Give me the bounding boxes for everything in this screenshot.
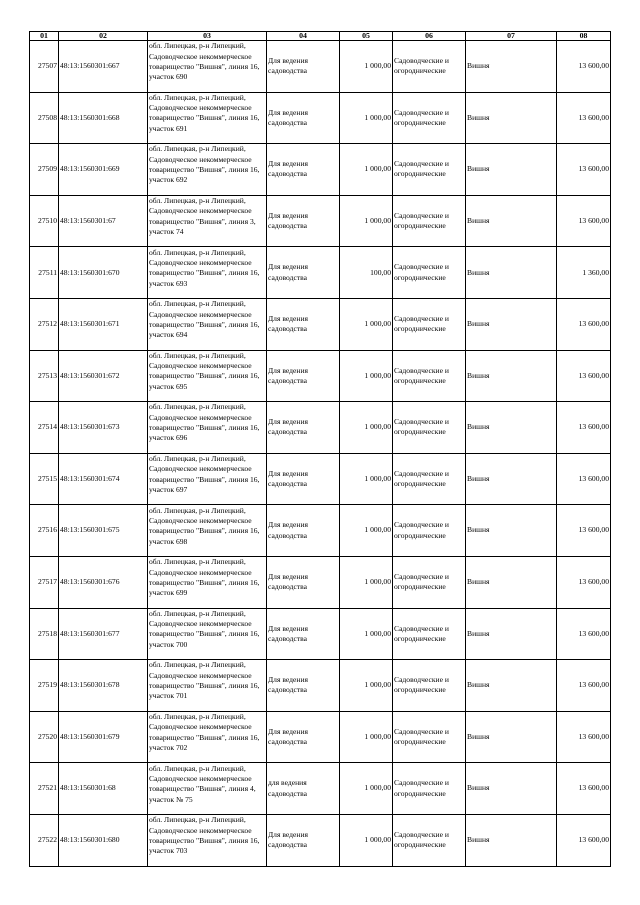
area-cell: 1 000,00 xyxy=(340,556,393,608)
cadastral-number-cell: 48:13:1560301:676 xyxy=(59,556,148,608)
area-cell: 100,00 xyxy=(340,247,393,299)
area-cell: 1 000,00 xyxy=(340,608,393,660)
column-header-03: 03 xyxy=(148,32,267,41)
table-row xyxy=(30,350,611,402)
area-cell: 1 000,00 xyxy=(340,660,393,712)
cadastral-number-cell: 48:13:1560301:670 xyxy=(59,247,148,299)
cadastral-number-cell: 48:13:1560301:668 xyxy=(59,92,148,144)
land-category-cell: Садоводческие и огороднические xyxy=(393,660,466,712)
address-cell xyxy=(148,144,267,196)
permitted-use-cell: Для ведения садоводства xyxy=(267,711,340,763)
area-cell: 1 000,00 xyxy=(340,298,393,350)
cadastral-number-cell: 48:13:1560301:667 xyxy=(59,41,148,93)
address-cell xyxy=(148,298,267,350)
area-cell: 1 000,00 xyxy=(340,505,393,557)
address-text: обл. Липецкая, р-н Липецкий, Садоводческое некоммерческое товарищество "Вишня", линия 16, участок 690 xyxy=(149,41,260,82)
row-id-cell: 27521 xyxy=(30,763,59,815)
address-cell xyxy=(148,763,267,815)
partnership-name-cell: Вишня xyxy=(466,711,557,763)
partnership-name-cell: Вишня xyxy=(466,453,557,505)
cadastral-value-cell: 13 600,00 xyxy=(557,402,611,454)
cadastral-value-cell: 13 600,00 xyxy=(557,195,611,247)
area-cell: 1 000,00 xyxy=(340,41,393,93)
area-cell: 1 000,00 xyxy=(340,763,393,815)
address-cell xyxy=(148,814,267,866)
land-category-cell: Садоводческие и огороднические xyxy=(393,92,466,144)
cadastral-number-cell: 48:13:1560301:680 xyxy=(59,814,148,866)
address-cell xyxy=(148,247,267,299)
land-category-cell: Садоводческие и огороднические xyxy=(393,814,466,866)
area-cell: 1 000,00 xyxy=(340,402,393,454)
permitted-use-cell: Для ведения садоводства xyxy=(267,92,340,144)
address-text: обл. Липецкая, р-н Липецкий, Садоводческое некоммерческое товарищество "Вишня", линия 16, участок 691 xyxy=(149,92,260,133)
column-header-01: 01 xyxy=(30,32,59,41)
cadastral-number-cell: 48:13:1560301:672 xyxy=(59,350,148,402)
land-registry-table xyxy=(29,31,611,867)
cadastral-value-cell: 13 600,00 xyxy=(557,453,611,505)
column-header-02: 02 xyxy=(59,32,148,41)
area-cell: 1 000,00 xyxy=(340,814,393,866)
table-row xyxy=(30,92,611,144)
land-category-cell: Садоводческие и огороднические xyxy=(393,453,466,505)
partnership-name-cell: Вишня xyxy=(466,763,557,815)
address-text: обл. Липецкая, р-н Липецкий, Садоводческое некоммерческое товарищество "Вишня", линия 16, участок 702 xyxy=(149,712,260,752)
cadastral-value-cell: 13 600,00 xyxy=(557,556,611,608)
land-category-cell: Садоводческие и огороднические xyxy=(393,195,466,247)
cadastral-value-cell: 13 600,00 xyxy=(557,350,611,402)
permitted-use-cell: Для ведения садоводства xyxy=(267,144,340,196)
address-cell xyxy=(148,711,267,763)
cadastral-value-cell: 13 600,00 xyxy=(557,298,611,350)
cadastral-number-cell: 48:13:1560301:677 xyxy=(59,608,148,660)
permitted-use-cell: Для ведения садоводства xyxy=(267,814,340,866)
partnership-name-cell: Вишня xyxy=(466,298,557,350)
address-text: обл. Липецкая, р-н Липецкий, Садоводческое некоммерческое товарищество "Вишня", линия 16, участок 697 xyxy=(149,454,260,494)
permitted-use-cell: Для ведения садоводства xyxy=(267,41,340,93)
address-cell xyxy=(148,608,267,660)
cadastral-value-cell: 13 600,00 xyxy=(557,763,611,815)
area-cell: 1 000,00 xyxy=(340,711,393,763)
partnership-name-cell: Вишня xyxy=(466,660,557,712)
row-id-cell: 27513 xyxy=(30,350,59,402)
address-text: обл. Липецкая, р-н Липецкий, Садоводческое некоммерческое товарищество "Вишня", линия 4, участок № 75 xyxy=(149,763,256,804)
cadastral-value-cell: 13 600,00 xyxy=(557,711,611,763)
partnership-name-cell: Вишня xyxy=(466,402,557,454)
address-cell xyxy=(148,41,267,93)
partnership-name-cell: Вишня xyxy=(466,505,557,557)
table-row xyxy=(30,298,611,350)
permitted-use-cell: для ведения садоводства xyxy=(267,763,340,815)
land-category-cell: Садоводческие и огороднические xyxy=(393,144,466,196)
table-row xyxy=(30,505,611,557)
cadastral-number-cell: 48:13:1560301:679 xyxy=(59,711,148,763)
cadastral-value-cell: 1 360,00 xyxy=(557,247,611,299)
row-id-cell: 27522 xyxy=(30,814,59,866)
cadastral-number-cell: 48:13:1560301:678 xyxy=(59,660,148,712)
land-category-cell: Садоводческие и огороднические xyxy=(393,247,466,299)
cadastral-value-cell: 13 600,00 xyxy=(557,144,611,196)
partnership-name-cell: Вишня xyxy=(466,350,557,402)
cadastral-value-cell: 13 600,00 xyxy=(557,41,611,93)
permitted-use-cell: Для ведения садоводства xyxy=(267,505,340,557)
land-category-cell: Садоводческие и огороднические xyxy=(393,298,466,350)
permitted-use-cell: Для ведения садоводства xyxy=(267,195,340,247)
cadastral-number-cell: 48:13:1560301:671 xyxy=(59,298,148,350)
cadastral-number-cell: 48:13:1560301:673 xyxy=(59,402,148,454)
row-id-cell: 27510 xyxy=(30,195,59,247)
area-cell: 1 000,00 xyxy=(340,92,393,144)
address-cell xyxy=(148,660,267,712)
address-text: обл. Липецкая, р-н Липецкий, Садоводческое некоммерческое товарищество "Вишня", линия 16, участок 694 xyxy=(149,299,260,340)
address-cell xyxy=(148,556,267,608)
address-text: обл. Липецкая, р-н Липецкий, Садоводческое некоммерческое товарищество "Вишня", линия 16, участок 698 xyxy=(149,505,260,546)
land-category-cell: Садоводческие и огороднические xyxy=(393,350,466,402)
row-id-cell: 27508 xyxy=(30,92,59,144)
permitted-use-cell: Для ведения садоводства xyxy=(267,350,340,402)
row-id-cell: 27516 xyxy=(30,505,59,557)
land-category-cell: Садоводческие и огороднические xyxy=(393,608,466,660)
cadastral-value-cell: 13 600,00 xyxy=(557,608,611,660)
row-id-cell: 27507 xyxy=(30,41,59,93)
address-cell xyxy=(148,195,267,247)
column-header-04: 04 xyxy=(267,32,340,41)
permitted-use-cell: Для ведения садоводства xyxy=(267,660,340,712)
row-id-cell: 27509 xyxy=(30,144,59,196)
column-header-08: 08 xyxy=(557,32,611,41)
table-row xyxy=(30,402,611,454)
cadastral-value-cell: 13 600,00 xyxy=(557,92,611,144)
address-text: обл. Липецкая, р-н Липецкий, Садоводческое некоммерческое товарищество "Вишня", линия 16, участок 693 xyxy=(149,247,260,288)
address-text: обл. Липецкая, р-н Липецкий, Садоводческое некоммерческое товарищество "Вишня", линия 16, участок 692 xyxy=(149,144,260,185)
land-category-cell: Садоводческие и огороднические xyxy=(393,41,466,93)
row-id-cell: 27511 xyxy=(30,247,59,299)
table-row xyxy=(30,556,611,608)
area-cell: 1 000,00 xyxy=(340,350,393,402)
cadastral-number-cell: 48:13:1560301:669 xyxy=(59,144,148,196)
land-category-cell: Садоводческие и огороднические xyxy=(393,763,466,815)
partnership-name-cell: Вишня xyxy=(466,195,557,247)
address-text: обл. Липецкая, р-н Липецкий, Садоводческое некоммерческое товарищество "Вишня", линия 16, участок 700 xyxy=(149,608,260,649)
cadastral-value-cell: 13 600,00 xyxy=(557,660,611,712)
land-category-cell: Садоводческие и огороднические xyxy=(393,711,466,763)
partnership-name-cell: Вишня xyxy=(466,608,557,660)
cadastral-number-cell: 48:13:1560301:68 xyxy=(59,763,148,815)
column-header-07: 07 xyxy=(466,32,557,41)
table-row xyxy=(30,41,611,93)
table-row xyxy=(30,608,611,660)
partnership-name-cell: Вишня xyxy=(466,247,557,299)
partnership-name-cell: Вишня xyxy=(466,144,557,196)
column-header-05: 05 xyxy=(340,32,393,41)
cadastral-number-cell: 48:13:1560301:675 xyxy=(59,505,148,557)
row-id-cell: 27519 xyxy=(30,660,59,712)
address-cell xyxy=(148,453,267,505)
permitted-use-cell: Для ведения садоводства xyxy=(267,298,340,350)
permitted-use-cell: Для ведения садоводства xyxy=(267,247,340,299)
address-text: обл. Липецкая, р-н Липецкий, Садоводческое некоммерческое товарищество "Вишня", линия 3, участок 74 xyxy=(149,196,256,236)
cadastral-value-cell: 13 600,00 xyxy=(557,505,611,557)
row-id-cell: 27514 xyxy=(30,402,59,454)
address-cell xyxy=(148,505,267,557)
address-cell xyxy=(148,402,267,454)
partnership-name-cell: Вишня xyxy=(466,556,557,608)
cadastral-number-cell: 48:13:1560301:67 xyxy=(59,195,148,247)
permitted-use-cell: Для ведения садоводства xyxy=(267,402,340,454)
cadastral-number-cell: 48:13:1560301:674 xyxy=(59,453,148,505)
table-row xyxy=(30,195,611,247)
table-row xyxy=(30,814,611,866)
table-row xyxy=(30,453,611,505)
land-category-cell: Садоводческие и огороднические xyxy=(393,402,466,454)
header-row xyxy=(30,32,611,41)
area-cell: 1 000,00 xyxy=(340,453,393,505)
row-id-cell: 27512 xyxy=(30,298,59,350)
table-row xyxy=(30,711,611,763)
address-cell xyxy=(148,350,267,402)
partnership-name-cell: Вишня xyxy=(466,41,557,93)
partnership-name-cell: Вишня xyxy=(466,92,557,144)
row-id-cell: 27515 xyxy=(30,453,59,505)
area-cell: 1 000,00 xyxy=(340,144,393,196)
table-row xyxy=(30,660,611,712)
land-category-cell: Садоводческие и огороднические xyxy=(393,556,466,608)
address-text: обл. Липецкая, р-н Липецкий, Садоводческое некоммерческое товарищество "Вишня", линия 16, участок 703 xyxy=(149,815,260,856)
table-row xyxy=(30,763,611,815)
land-category-cell: Садоводческие и огороднические xyxy=(393,505,466,557)
table-row xyxy=(30,144,611,196)
area-cell: 1 000,00 xyxy=(340,195,393,247)
cadastral-value-cell: 13 600,00 xyxy=(557,814,611,866)
table-row xyxy=(30,247,611,299)
address-text: обл. Липецкая, р-н Липецкий, Садоводческое некоммерческое товарищество "Вишня", линия 16, участок 701 xyxy=(149,660,260,701)
column-header-06: 06 xyxy=(393,32,466,41)
partnership-name-cell: Вишня xyxy=(466,814,557,866)
address-text: обл. Липецкая, р-н Липецкий, Садоводческое некоммерческое товарищество "Вишня", линия 16, участок 696 xyxy=(149,402,260,443)
address-text: обл. Липецкая, р-н Липецкий, Садоводческое некоммерческое товарищество "Вишня", линия 16, участок 695 xyxy=(149,350,260,391)
row-id-cell: 27517 xyxy=(30,556,59,608)
permitted-use-cell: Для ведения садоводства xyxy=(267,556,340,608)
permitted-use-cell: Для ведения садоводства xyxy=(267,453,340,505)
row-id-cell: 27520 xyxy=(30,711,59,763)
address-text: обл. Липецкая, р-н Липецкий, Садоводческое некоммерческое товарищество "Вишня", линия 16, участок 699 xyxy=(149,557,260,598)
row-id-cell: 27518 xyxy=(30,608,59,660)
address-cell xyxy=(148,92,267,144)
permitted-use-cell: Для ведения садоводства xyxy=(267,608,340,660)
